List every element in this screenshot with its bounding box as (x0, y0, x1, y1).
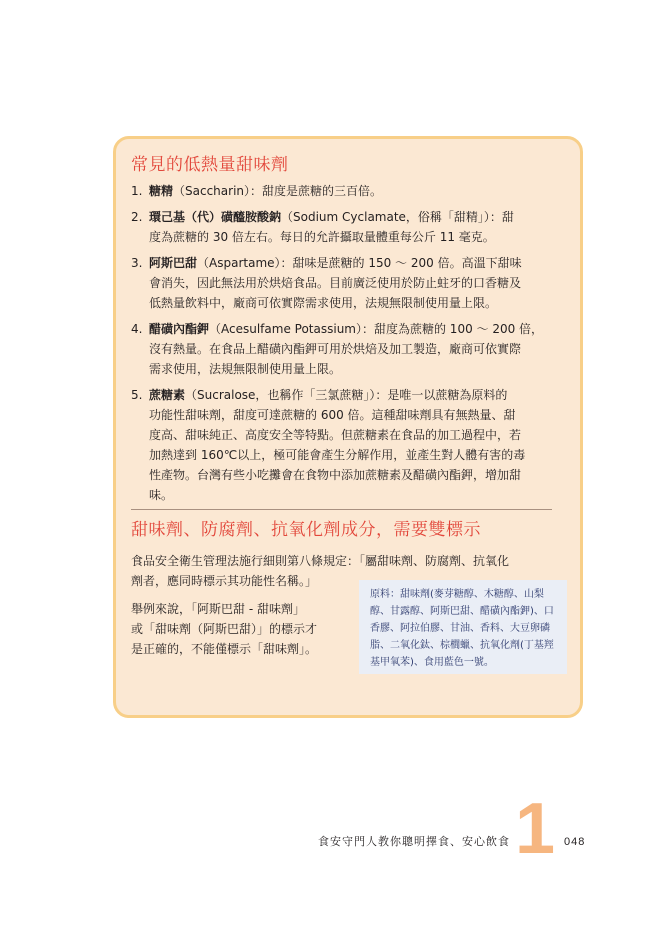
item-text: 性產物。台灣有些小吃攤會在食物中添加蔗糖素及醋磺內酯鉀，增加甜 (149, 468, 522, 482)
item-title: 蔗糖素 (149, 388, 186, 402)
example-paragraph: 舉例來說，「阿斯巴甜 - 甜味劑」 或「甜味劑（阿斯巴甜）」的標示才 是正確的，不能僅標示「甜味劑」。 (131, 602, 318, 656)
list-item (131, 319, 571, 379)
item-text: （Sodium Cyclamate，俗稱「甜精」）：甜 (281, 210, 514, 224)
item-title: 阿斯巴甜 (149, 256, 198, 270)
item-text: （Aspartame）：甜味是蔗糖的 150 ～ 200 倍。高溫下甜味 (197, 256, 522, 270)
regulation-paragraph: 食品安全衛生管理法施行細則第八條規定：「屬甜味劑、防腐劑、抗氧化 劑者，應同時標示其功能性名稱。」 (131, 554, 510, 588)
item-title: 環己基（代）磺醯胺酸鈉 (149, 210, 282, 224)
item-text: 低熱量飲料中，廠商可依實際需求使用，法規無限制使用量上限。 (149, 296, 498, 310)
item-text: （Saccharin）：甜度是蔗糖的三百倍。 (173, 184, 383, 198)
item-text: （Acesulfame Potassium）：甜度為蔗糖的 100 ～ 200 倍， (209, 322, 544, 336)
item-number: 1. (131, 184, 143, 198)
item-text: 需求使用，法規無限制使用量上限。 (149, 362, 342, 376)
item-text: 味。 (149, 488, 174, 502)
item-text: 功能性甜味劑，甜度可達蔗糖的 600 倍。這種甜味劑具有無熱量、甜 (149, 408, 516, 422)
list-item (131, 207, 571, 247)
item-number: 4. (131, 322, 143, 336)
item-title: 醋磺內酯鉀 (149, 322, 210, 336)
sweetener-list (131, 181, 571, 511)
item-text: 加熱達到 160℃以上，極可能會產生分解作用，並產生對人體有害的毒 (149, 448, 526, 462)
page-number: 048 (564, 836, 586, 848)
item-number: 3. (131, 256, 143, 270)
item-text: 沒有熱量。在食品上醋磺內酯鉀可用於烘焙及加工製造，廠商可依實際 (149, 342, 522, 356)
ingredient-label-example: 原料：甜味劑(麥芽糖醇、木糖醇、山梨 醇、甘露醇、阿斯巴甜、醋磺內酯鉀)、口 香膠、阿拉伯膠、甘油、香料、大豆卵磷 脂、二氧化鈦、棕櫚蠟、抗氧化劑(丁基羥 基甲氧苯)、食用藍色一號。 (359, 580, 567, 674)
list-item (131, 385, 571, 505)
item-text: 度為蔗糖的 30 倍左右。每日的允許攝取量體重每公斤 11 毫克。 (149, 230, 495, 244)
item-number: 2. (131, 210, 143, 224)
item-text: 度高、甜味純正、高度安全等特點。但蔗糖素在食品的加工過程中，若 (149, 428, 522, 442)
section-heading-labeling: 甜味劑、防腐劑、抗氧化劑成分，需要雙標示 (131, 520, 481, 540)
item-text: （Sucralose，也稱作「三氯蔗糖」）：是唯一以蔗糖為原料的 (185, 388, 508, 402)
chapter-number: 1 (515, 789, 556, 869)
list-item (131, 253, 571, 313)
item-title: 糖精 (149, 184, 174, 198)
list-item (131, 181, 571, 201)
item-number: 5. (131, 388, 143, 402)
book-title: 食安守門人教你聰明擇食、安心飲食 (318, 835, 510, 848)
item-text: 會消失，因此無法用於烘焙食品。目前廣泛使用於防止蛀牙的口香糖及 (149, 276, 522, 290)
section-divider (131, 509, 552, 510)
section-heading-sweeteners: 常見的低熱量甜味劑 (131, 155, 289, 175)
